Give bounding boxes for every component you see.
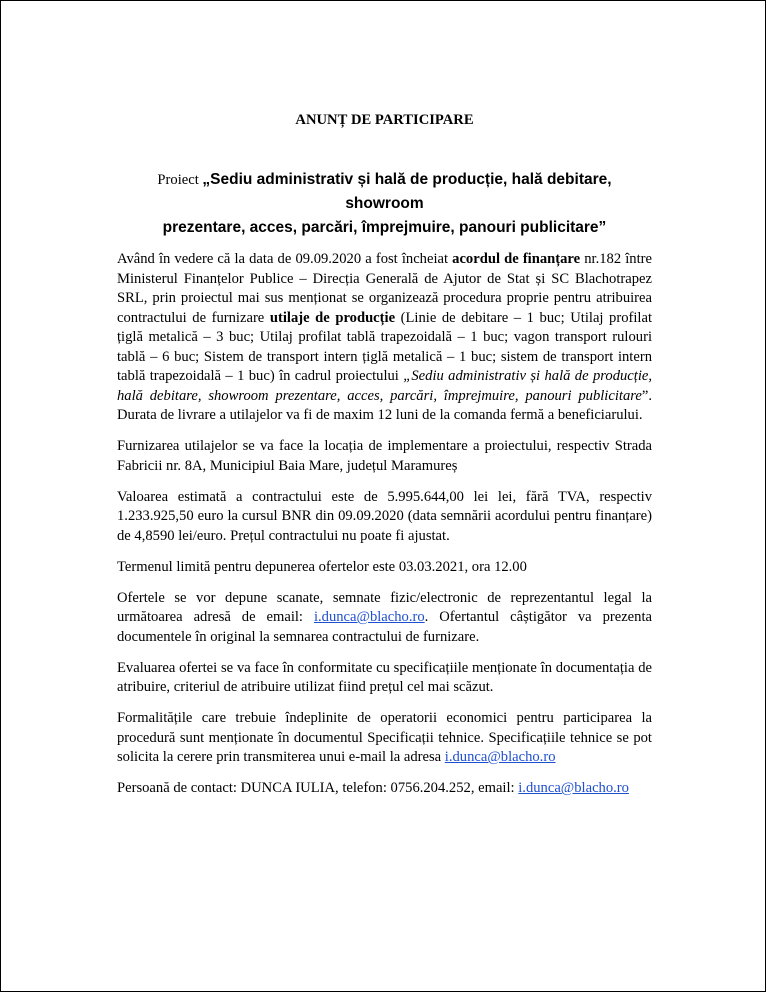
paragraph-text: Formalitățile care trebuie îndeplinite de operatorii economici pentru participarea la procedură sunt menționate în documentul Specificații tehnice. Specificațiile tehnice se pot solicita la cerere prin transmiterea unui e-mail la adresa xyxy=(117,710,652,765)
paragraph-formalities xyxy=(117,709,652,768)
document-title: ANUNȚ DE PARTICIPARE xyxy=(295,112,474,128)
bold-text: utilaje de producție xyxy=(269,309,396,326)
paragraph-submission xyxy=(117,589,652,648)
paragraph-text: Având în vedere că la data de 09.09.2020 a fost încheiat xyxy=(117,251,453,267)
email-link[interactable]: i.dunca@blacho.ro xyxy=(444,749,556,765)
document-body xyxy=(117,250,652,810)
paragraph-text: ”. Durata de livrare a utilajelor va fi de maxim 12 luni de la comanda fermă a beneficiarului. xyxy=(117,387,652,423)
paragraph-evaluation: Evaluarea ofertei se va face în conformitate cu specificațiile menționate în documentația de atribuire, criteriul de atribuire utilizat fiind prețul cel mai scăzut. xyxy=(117,659,652,695)
paragraph-text: Ofertele se vor depune scanate, semnate fizic/electronic de reprezentantul legal la următoarea adresă de email: xyxy=(117,589,652,625)
paragraph-text: (Linie de debitare – 1 buc; Utilaj profilat țiglă metalică – 3 buc; Utilaj profilat tablă trapezoidală – 1 buc; vagon transport rulouri tablă – 6 buc; Sistem de transport intern țiglă metalică – 1 buc; sistem de transport intern tablă trapezoidală – 1 buc) în cadrul proiectului xyxy=(117,309,652,384)
email-link[interactable]: i.dunca@blacho.ro xyxy=(518,780,629,796)
project-heading xyxy=(117,168,652,240)
project-name-line2: prezentare, acces, parcări, împrejmuire, panouri publicitare” xyxy=(162,219,607,236)
paragraph-deadline: Termenul limită pentru depunerea ofertelor este 03.03.2021, ora 12.00 xyxy=(117,558,527,575)
paragraph-value: Valoarea estimată a contractului este de 5.995.644,00 lei lei, fără TVA, respectiv 1.233.925,50 euro la cursul BNR din 09.09.2020 (data semnării acordului pentru finanțare) de 4,8590 lei/euro. Prețul contractului nu poate fi ajustat. xyxy=(117,488,652,544)
email-link[interactable]: i.dunca@blacho.ro xyxy=(313,609,425,625)
bold-text: acordul de finanțare xyxy=(452,251,581,267)
paragraph-text: Persoană de contact: DUNCA IULIA, telefon: 0756.204.252, email: xyxy=(117,780,519,796)
italic-text: „Sediu administrativ și hală de producție, hală debitare, showroom prezentare, acces, parcări, împrejmuire, panouri publicitare xyxy=(117,368,652,404)
project-prefix: Proiect xyxy=(157,172,203,188)
paragraph-text: nr.182 între Ministerul Finanțelor Publice – Direcția Generală de Ajutor de Stat și SC Blachotrapez SRL, prin proiectul mai sus menționat se organizează procedura proprie pentru atribuirea contractului de furnizare xyxy=(117,251,652,326)
paragraph-location: Furnizarea utilajelor se va face la locația de implementare a proiectului, respectiv Strada Fabricii nr. 8A, Municipiul Baia Mare, județul Maramureș xyxy=(117,438,652,474)
paragraph-financing xyxy=(117,250,652,426)
paragraph-contact xyxy=(117,779,652,799)
paragraph-text: . Ofertantul câștigător va prezenta documentele în original la semnarea contractului de furnizare. xyxy=(117,609,652,645)
project-name-line1: „Sediu administrativ și hală de producție, hală debitare, showroom xyxy=(202,171,612,212)
